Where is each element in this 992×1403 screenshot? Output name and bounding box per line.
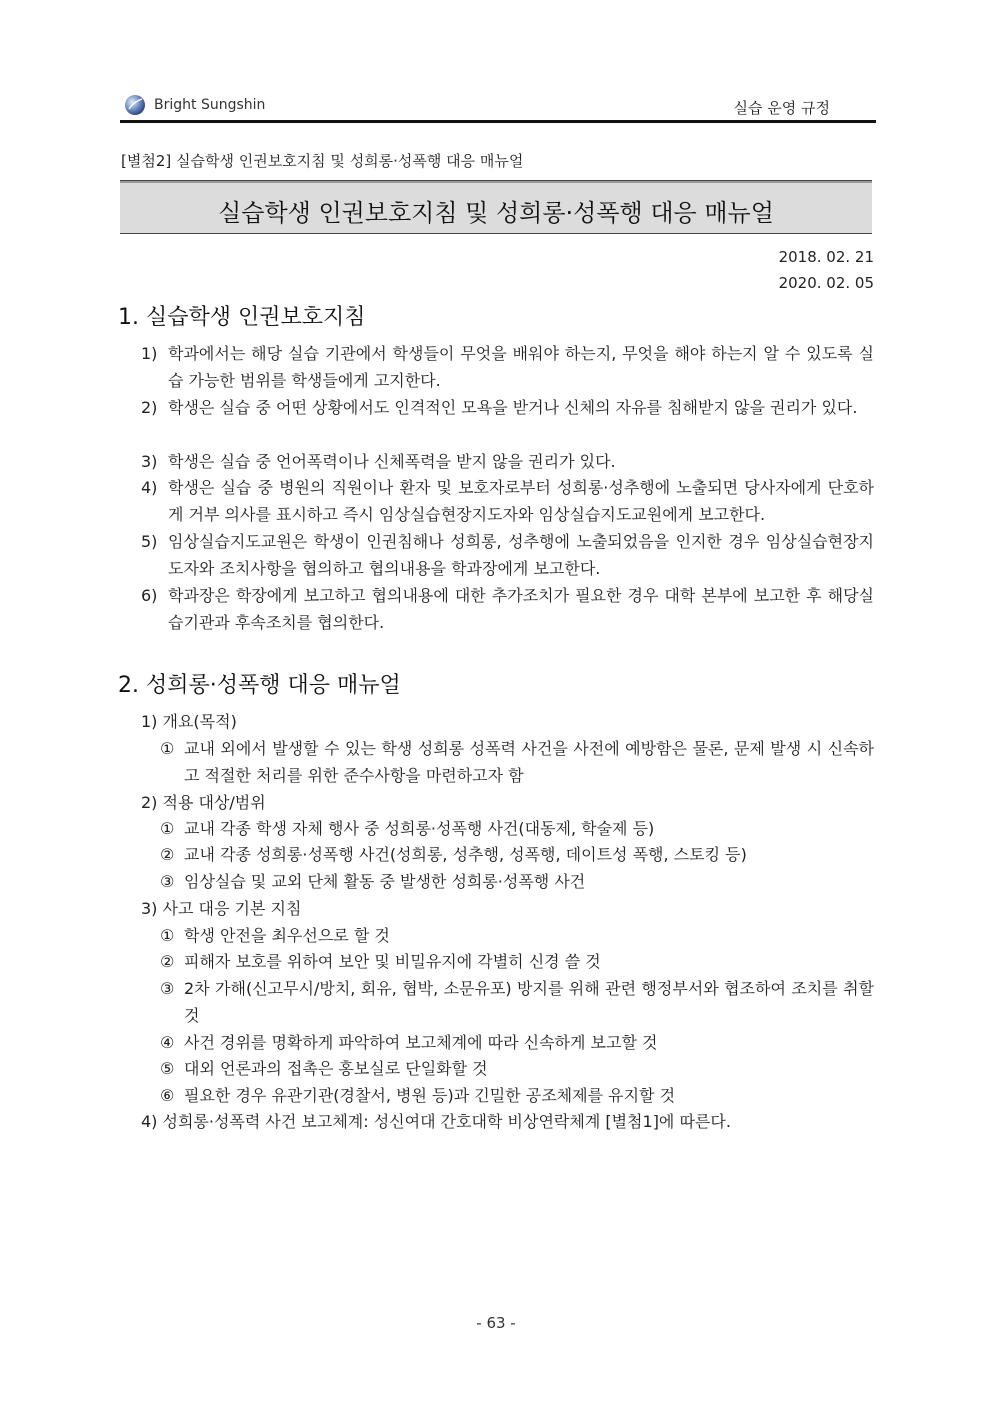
list-item — [141, 394, 874, 421]
revision-dates — [674, 244, 874, 296]
item-number: ① — [160, 926, 175, 945]
item-text: 사건 경위를 명확하게 파악하여 보고체계에 따라 신속하게 보고할 것 — [184, 1033, 658, 1052]
item-text: 학생은 실습 중 어떤 상황에서도 인격적인 모욕을 받거나 신체의 자유를 침해받지 않을 권리가 있다. — [168, 398, 858, 417]
item-text: 학과장은 학장에게 보고하고 협의내용에 대한 추가조치가 필요한 경우 대학 본부에 보고한 후 해당실습기관과 후속조치를 협의한다. — [168, 586, 874, 632]
list-item — [160, 922, 874, 949]
document-title: 실습학생 인권보호지침 및 성희롱·성폭행 대응 매뉴얼 — [218, 199, 774, 227]
item-number: ① — [160, 739, 175, 758]
item-number: ② — [160, 845, 175, 864]
item-text: 2차 가해(신고무시/방치, 회유, 협박, 소문유포) 방지를 위해 관련 행정부서와 협조하여 조치를 취할 것 — [184, 979, 874, 1025]
list-item — [160, 735, 874, 789]
list-item — [160, 868, 874, 895]
item-text: 교내 각종 학생 자체 행사 중 성희롱·성폭행 사건(대동제, 학술제 등) — [184, 819, 655, 838]
item-text: 학생은 실습 중 병원의 직원이나 환자 및 보호자로부터 성희롱·성추행에 노출되면 당사자에게 단호하게 거부 의사를 표시하고 즉시 임상실습현장지도자와 임상실습지도교원에게 보고한다. — [168, 478, 874, 524]
item-text: 대외 언론과의 접촉은 홍보실로 단일화할 것 — [184, 1059, 488, 1078]
date-revised: 2020. 02. 05 — [778, 274, 874, 292]
item-number: ② — [160, 952, 175, 971]
item-number: 3) — [141, 452, 158, 471]
item-text: 피해자 보호를 위하여 보안 및 비밀유지에 각별히 신경 쓸 것 — [184, 952, 601, 971]
item-number: ① — [160, 819, 175, 838]
attachment-label: [별첨2] 실습학생 인권보호지침 및 성희롱·성폭행 대응 매뉴얼 — [121, 152, 524, 170]
document-category: 실습 운영 규정 — [733, 99, 830, 117]
item-number: ③ — [160, 979, 175, 998]
list-item — [160, 1055, 874, 1082]
title-box — [120, 180, 872, 234]
page-number: - 63 - — [476, 1314, 516, 1332]
item-text: 임상실습 및 교외 단체 활동 중 발생한 성희롱·성폭행 사건 — [184, 872, 586, 891]
item-number: ④ — [160, 1033, 175, 1052]
list-item — [141, 474, 874, 528]
subsection-heading: 2) 적용 대상/범위 — [141, 793, 266, 812]
section-1-heading: 1. 실습학생 인권보호지침 — [118, 305, 366, 330]
subsection-heading: 1) 개요(목적) — [141, 712, 237, 731]
item-text: 임상실습지도교원은 학생이 인권침해나 성희롱, 성추행에 노출되었음을 인지한 경우 임상실습현장지도자와 조치사항을 협의하고 협의내용을 학과장에게 보고한다. — [168, 532, 874, 578]
list-item — [160, 948, 874, 975]
item-text: 교내 각종 성희롱·성폭행 사건(성희롱, 성추행, 성폭행, 데이트성 폭행, 스토킹 등) — [184, 845, 747, 864]
item-number: 5) — [141, 532, 158, 551]
item-number: 2) — [141, 398, 158, 417]
brand-name: Bright Sungshin — [154, 97, 266, 113]
item-number: 4) — [141, 478, 158, 497]
list-item — [141, 528, 874, 582]
item-number: ⑥ — [160, 1086, 175, 1105]
item-number: ⑤ — [160, 1059, 175, 1078]
subsection-heading: 3) 사고 대응 기본 지침 — [141, 899, 302, 918]
item-number: 1) — [141, 344, 158, 363]
section-2-heading: 2. 성희롱·성폭행 대응 매뉴얼 — [118, 673, 401, 698]
university-logo-icon — [124, 94, 146, 116]
item-number: ③ — [160, 872, 175, 891]
item-text: 학과에서는 해당 실습 기관에서 학생들이 무엇을 배워야 하는지, 무엇을 해야 하는지 알 수 있도록 실습 가능한 범위를 학생들에게 고지한다. — [168, 344, 874, 390]
item-text: 학생은 실습 중 언어폭력이나 신체폭력을 받지 않을 권리가 있다. — [168, 452, 616, 471]
list-item — [160, 841, 874, 868]
list-item — [160, 1029, 874, 1056]
subsection-heading: 4) 성희롱·성폭력 사건 보고체계: 성신여대 간호대학 비상연락체계 [별첨1]에 따른다. — [141, 1112, 731, 1131]
list-item — [160, 1082, 874, 1109]
list-item — [141, 340, 874, 394]
date-enacted: 2018. 02. 21 — [778, 248, 874, 266]
page-header — [120, 90, 876, 123]
list-item — [160, 815, 874, 842]
item-text: 필요한 경우 유관기관(경찰서, 병원 등)과 긴밀한 공조체제를 유지할 것 — [184, 1086, 676, 1105]
item-text: 교내 외에서 발생할 수 있는 학생 성희롱 성폭력 사건을 사전에 예방함은 물론, 문제 발생 시 신속하고 적절한 처리를 위한 준수사항을 마련하고자 함 — [184, 739, 874, 785]
item-text: 학생 안전을 최우선으로 할 것 — [184, 926, 390, 945]
list-item — [141, 448, 874, 475]
list-item — [141, 582, 874, 636]
item-number: 6) — [141, 586, 158, 605]
list-item — [160, 975, 874, 1029]
